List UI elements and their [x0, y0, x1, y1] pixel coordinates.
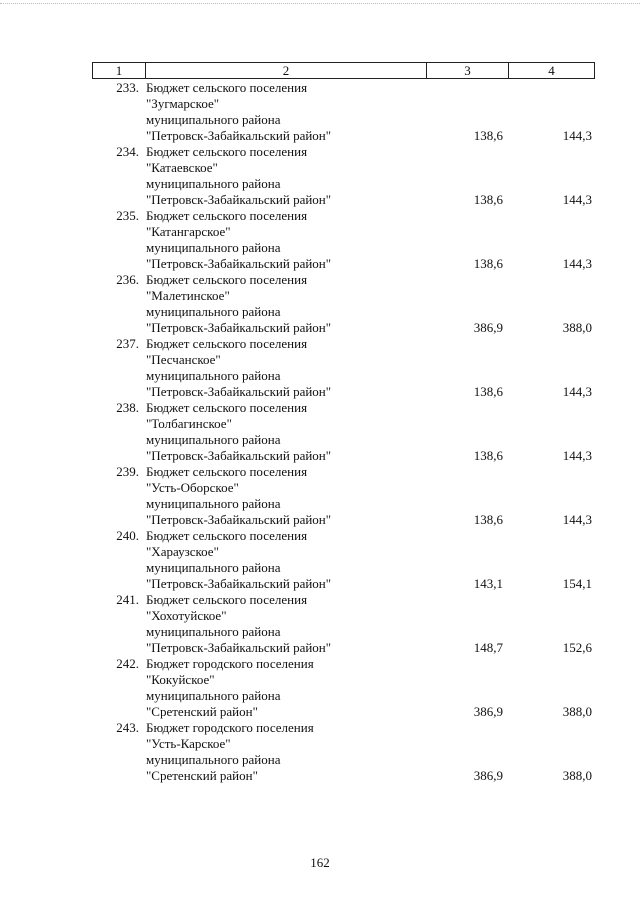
- row-description: [146, 272, 416, 336]
- description-line: муниципального района: [146, 624, 281, 639]
- row-description: [146, 464, 416, 528]
- row-number: 236.: [116, 272, 139, 287]
- row-number: 234.: [116, 144, 139, 159]
- value-col-3: 386,9: [473, 704, 503, 719]
- description-line: муниципального района: [146, 368, 281, 383]
- row-description: [146, 656, 416, 720]
- table-row: [92, 80, 595, 144]
- value-col-3: 138,6: [473, 128, 503, 143]
- description-line: Бюджет сельского поселения: [146, 464, 308, 479]
- value-col-3: 386,9: [473, 320, 503, 335]
- description-line: муниципального района: [146, 752, 281, 767]
- row-description: [146, 720, 416, 784]
- description-line: "Петровск-Забайкальский район": [146, 128, 332, 143]
- value-col-3: 138,6: [473, 384, 503, 399]
- value-col-3: 138,6: [473, 192, 503, 207]
- row-description: [146, 336, 416, 400]
- description-line: Бюджет сельского поселения: [146, 208, 308, 223]
- value-col-3: 143,1: [473, 576, 503, 591]
- value-col-4: 144,3: [562, 128, 592, 143]
- row-number: 235.: [116, 208, 139, 223]
- description-line: "Малетинское": [146, 288, 230, 303]
- value-col-4: 144,3: [562, 384, 592, 399]
- row-number: 241.: [116, 592, 139, 607]
- description-line: "Сретенский район": [146, 768, 258, 783]
- row-description: [146, 592, 416, 656]
- table-row: [92, 208, 595, 272]
- table-row: [92, 400, 595, 464]
- table-row: [92, 272, 595, 336]
- description-line: Бюджет городского поселения: [146, 720, 314, 735]
- table-row: [92, 464, 595, 528]
- row-number: 243.: [116, 720, 139, 735]
- value-col-4: 388,0: [562, 320, 592, 335]
- description-line: "Петровск-Забайкальский район": [146, 320, 332, 335]
- description-line: "Катангарское": [146, 224, 231, 239]
- table-header: [92, 62, 595, 79]
- value-col-4: 144,3: [562, 448, 592, 463]
- header-col-3: 3: [427, 63, 509, 78]
- description-line: Бюджет городского поселения: [146, 656, 314, 671]
- description-line: "Катаевское": [146, 160, 218, 175]
- table-row: [92, 720, 595, 784]
- row-description: [146, 80, 416, 144]
- description-line: "Петровск-Забайкальский район": [146, 448, 332, 463]
- value-col-4: 152,6: [562, 640, 592, 655]
- row-description: [146, 144, 416, 208]
- scan-edge-line: [0, 3, 640, 4]
- row-number: 233.: [116, 80, 139, 95]
- header-col-4: 4: [548, 63, 555, 78]
- table-row: [92, 336, 595, 400]
- description-line: Бюджет сельского поселения: [146, 400, 308, 415]
- value-col-3: 138,6: [473, 512, 503, 527]
- description-line: муниципального района: [146, 240, 281, 255]
- description-line: "Хохотуйское": [146, 608, 227, 623]
- description-line: "Петровск-Забайкальский район": [146, 640, 332, 655]
- description-line: Бюджет сельского поселения: [146, 272, 308, 287]
- description-line: Бюджет сельского поселения: [146, 80, 308, 95]
- description-line: Бюджет сельского поселения: [146, 144, 308, 159]
- description-line: "Усть-Оборское": [146, 480, 239, 495]
- description-line: муниципального района: [146, 176, 281, 191]
- description-line: муниципального района: [146, 688, 281, 703]
- description-line: "Петровск-Забайкальский район": [146, 192, 332, 207]
- table-row: [92, 144, 595, 208]
- description-line: муниципального района: [146, 112, 281, 127]
- table-row: [92, 528, 595, 592]
- description-line: муниципального района: [146, 304, 281, 319]
- value-col-3: 138,6: [473, 448, 503, 463]
- description-line: "Усть-Карское": [146, 736, 231, 751]
- page-number: 162: [310, 855, 330, 870]
- description-line: "Зугмарское": [146, 96, 220, 111]
- description-line: "Толбагинское": [146, 416, 232, 431]
- description-line: "Кокуйское": [146, 672, 215, 687]
- description-line: "Хараузское": [146, 544, 219, 559]
- header-col-2: 2: [146, 63, 427, 78]
- value-col-4: 144,3: [562, 512, 592, 527]
- value-col-3: 138,6: [473, 256, 503, 271]
- value-col-4: 388,0: [562, 768, 592, 783]
- row-number: 238.: [116, 400, 139, 415]
- description-line: "Сретенский район": [146, 704, 258, 719]
- table-row: [92, 656, 595, 720]
- value-col-3: 148,7: [473, 640, 503, 655]
- row-description: [146, 528, 416, 592]
- description-line: Бюджет сельского поселения: [146, 592, 308, 607]
- row-number: 239.: [116, 464, 139, 479]
- description-line: Бюджет сельского поселения: [146, 528, 308, 543]
- value-col-4: 144,3: [562, 192, 592, 207]
- value-col-4: 144,3: [562, 256, 592, 271]
- description-line: "Петровск-Забайкальский район": [146, 512, 332, 527]
- description-line: муниципального района: [146, 560, 281, 575]
- table-row: [92, 592, 595, 656]
- description-line: Бюджет сельского поселения: [146, 336, 308, 351]
- row-number: 242.: [116, 656, 139, 671]
- row-description: [146, 400, 416, 464]
- description-line: "Песчанское": [146, 352, 221, 367]
- table-body: [92, 80, 595, 784]
- header-col-1: 1: [93, 63, 146, 78]
- description-line: "Петровск-Забайкальский район": [146, 576, 332, 591]
- description-line: муниципального района: [146, 432, 281, 447]
- description-line: муниципального района: [146, 496, 281, 511]
- value-col-4: 388,0: [562, 704, 592, 719]
- description-line: "Петровск-Забайкальский район": [146, 256, 332, 271]
- row-number: 240.: [116, 528, 139, 543]
- description-line: "Петровск-Забайкальский район": [146, 384, 332, 399]
- row-description: [146, 208, 416, 272]
- value-col-3: 386,9: [473, 768, 503, 783]
- value-col-4: 154,1: [562, 576, 592, 591]
- row-number: 237.: [116, 336, 139, 351]
